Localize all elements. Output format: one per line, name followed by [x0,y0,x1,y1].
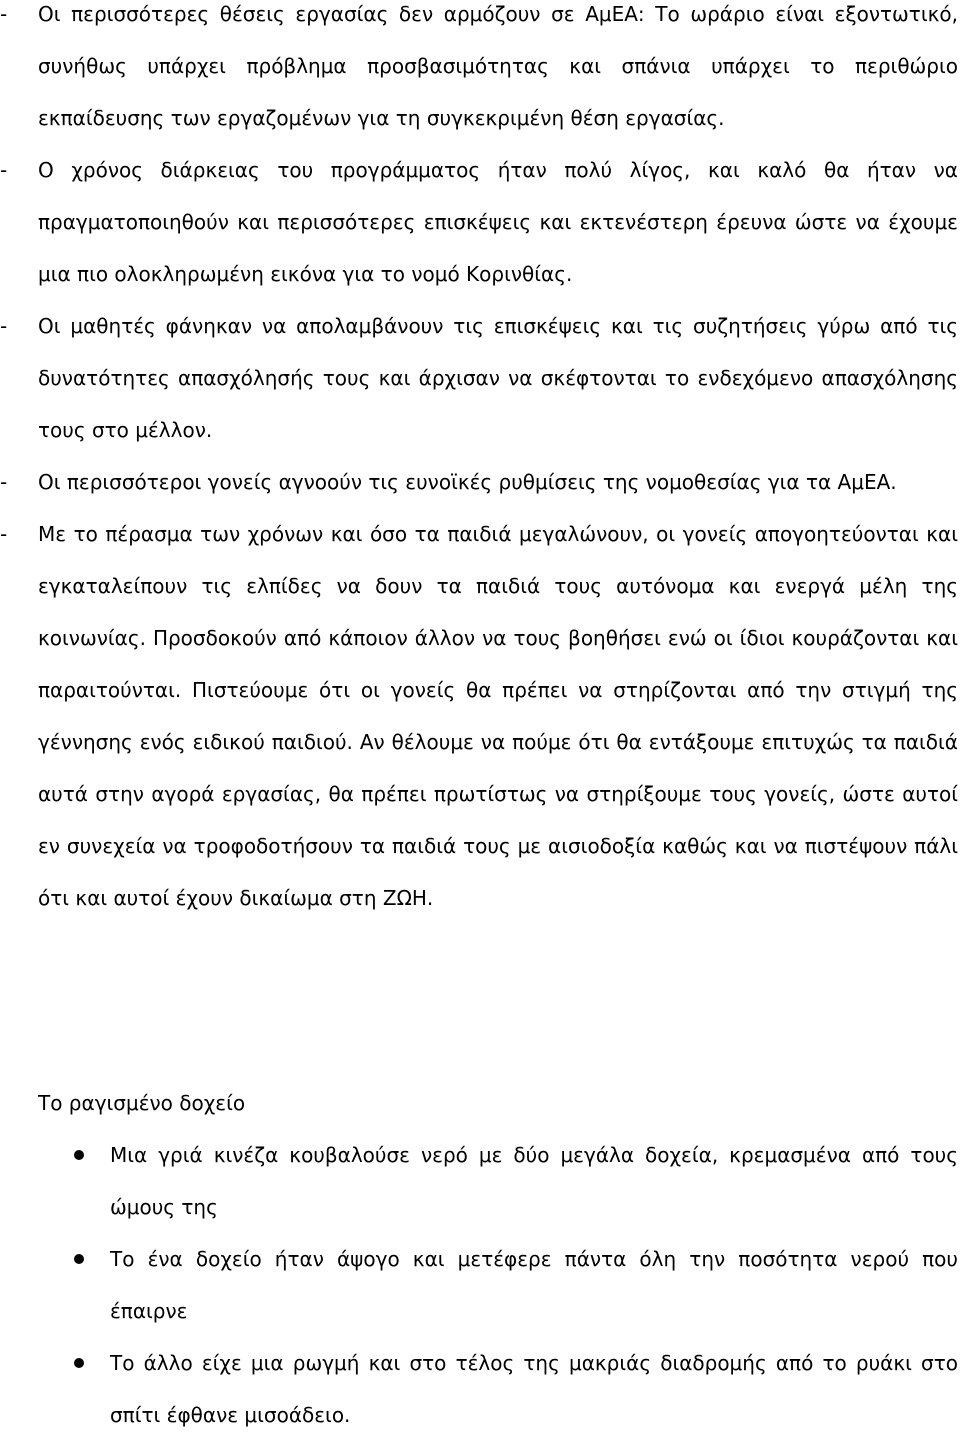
dash-marker: - [0,2,8,26]
list-item-text: Το ένα δοχείο ήταν άψογο και μετέφερε πάντα όλη την ποσότητα νερού που έπαιρνε [110,1247,958,1323]
bullet-dot-icon [74,1358,84,1368]
list-item-text: Οι περισσότεροι γονείς αγνοούν τις ευνοϊκές ρυθμίσεις της νομοθεσίας για τα ΑμΕΑ. [38,470,897,494]
dash-marker: - [0,522,8,546]
dash-marker: - [0,470,8,494]
list-item-text: Ο χρόνος διάρκειας του προγράμματος ήταν πολύ λίγος, και καλό θα ήταν να πραγματοποιηθούν και περισσότερες επισκέψεις και εκτενέστερη έρευνα ώστε να έχουμε μια πιο ολοκληρωμένη εικόνα για το νομό Κορινθίας. [38,158,958,286]
bullet-dot-icon [74,1150,84,1160]
list-item-text: Οι περισσότερες θέσεις εργασίας δεν αρμόζουν σε ΑμΕΑ: Το ωράριο είναι εξοντωτικό, συνήθως υπάρχει πρόβλημα προσβασιμότητας και σπάνια υπάρχει το περιθώριο εκπαίδευσης των εργαζομένων για τη συγκεκριμένη θέση εργασίας. [38,2,958,130]
bullet-dot-icon [74,1254,84,1264]
list-item [0,456,958,508]
list-item [0,1233,958,1337]
story-bullet-list [0,1129,958,1441]
list-item-text: Το άλλο είχε μια ρωγμή και στο τέλος της μακριάς διαδρομής από το ρυάκι στο σπίτι έφθανε μισοάδειο. [110,1351,958,1427]
list-item [0,1129,958,1233]
list-item-text: Οι μαθητές φάνηκαν να απολαμβάνουν τις επισκέψεις και τις συζητήσεις γύρω από τις δυνατότητες απασχόλησής τους και άρχισαν να σκέφτονται το ενδεχόμενο απασχόλησης τους στο μέλλον. [38,314,958,442]
list-item [0,1337,958,1441]
list-item [0,0,958,144]
list-item [0,300,958,456]
list-item [0,508,958,924]
list-item-text: Μια γριά κινέζα κουβαλούσε νερό με δύο μεγάλα δοχεία, κρεμασμένα από τους ώμους της [110,1143,958,1219]
list-item-text: Με το πέρασμα των χρόνων και όσο τα παιδιά μεγαλώνουν, οι γονείς απογοητεύονται και εγκαταλείπουν τις ελπίδες να δουν τα παιδιά τους αυτόνομα και ενεργά μέλη της κοινωνίας. Προσδοκούν από κάποιον άλλον να τους βοηθήσει ενώ οι ίδιοι κουράζονται και παραιτούνται. Πιστεύουμε ότι οι γονείς θα πρέπει να στηρίζονται από την στιγμή της γέννησης ενός ειδικού παιδιού. Αν θέλουμε να πούμε ότι θα εντάξουμε επιτυχώς τα παιδιά αυτά στην αγορά εργασίας, θα πρέπει πρωτίστως να στηρίξουμε τους γονείς, ώστε αυτοί εν συνεχεία να τροφοδοτήσουν τα παιδιά τους με αισιοδοξία καθώς και να πιστέψουν πάλι ότι και αυτοί έχουν δικαίωμα στη ΖΩΗ. [38,522,958,910]
list-item [0,144,958,300]
dash-marker: - [0,314,8,338]
dash-marker: - [0,158,8,182]
section-title: Το ραγισμένο δοχείο [38,1091,246,1115]
